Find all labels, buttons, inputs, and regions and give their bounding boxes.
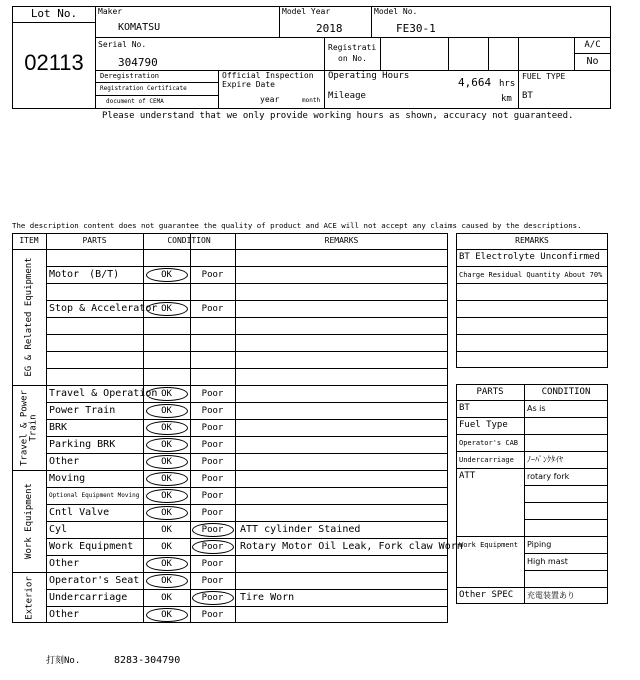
part-name: Operator's Seat xyxy=(49,575,140,586)
part-name: Work Equipment xyxy=(49,541,134,552)
spec-part: Fuel Type xyxy=(459,420,508,430)
spec-header-condition: CONDITION xyxy=(541,387,591,397)
spec-condition: rotary fork xyxy=(527,472,570,481)
header-remarks: REMARKS xyxy=(324,236,359,245)
part-name: Cyl xyxy=(49,524,68,535)
poor-mark: Poor xyxy=(201,423,224,433)
poor-mark: Poor xyxy=(201,491,224,501)
spec-header-parts: PARTS xyxy=(476,387,504,397)
remark-line: Charge Residual Quantity About 70% xyxy=(459,271,603,279)
part-name: Stop & Accelerator xyxy=(49,303,158,314)
header-condition: CONDITION xyxy=(167,236,211,245)
poor-mark: Poor xyxy=(201,559,224,569)
part-name: Undercarriage xyxy=(49,592,128,603)
inspection-label-2: Expire Date xyxy=(222,80,275,89)
ok-mark: OK xyxy=(146,438,188,452)
header-item: ITEM xyxy=(19,236,39,245)
ok-mark: OK xyxy=(146,404,188,418)
spec-condition: High mast xyxy=(527,557,568,566)
part-name: Travel & Operation xyxy=(49,388,158,399)
year-label: year xyxy=(260,95,280,104)
header-parts: PARTS xyxy=(82,236,107,245)
group-label: Exterior xyxy=(23,575,34,620)
spec-part: Other SPEC xyxy=(459,590,514,600)
model-no-value: FE30-1 xyxy=(396,22,436,35)
poor-mark: Poor xyxy=(201,304,224,314)
model-year-label: Model Year xyxy=(282,7,331,16)
registration-label-2: on No. xyxy=(338,54,367,63)
group-label: EG & Related Equipment xyxy=(23,257,34,377)
operating-hours-value: 4,664 xyxy=(458,76,492,89)
inspection-label-1: Official Inspection xyxy=(222,71,314,80)
ok-mark: OK xyxy=(146,387,188,401)
ac-label: A/C xyxy=(584,40,601,50)
inspection-table xyxy=(12,233,463,623)
spec-part: Work Equipment xyxy=(459,541,519,549)
spec-condition: ﾉｰﾊﾟﾝｸﾀｲﾔ xyxy=(527,455,563,464)
fuel-type-value: BT xyxy=(522,91,533,101)
ok-mark: OK xyxy=(161,593,172,603)
group-label: Travel & Power Train xyxy=(19,389,38,466)
stamp-label: 打刻No. xyxy=(46,656,81,666)
remark-text: Rotary Motor Oil Leak, Fork claw Worn xyxy=(240,541,463,552)
part-name: Moving xyxy=(49,473,86,484)
part-name: BRK xyxy=(49,422,68,433)
remark-line: BT Electrolyte Unconfirmed xyxy=(459,252,600,262)
deregistration-label: Deregistration xyxy=(100,72,160,80)
spec-part: Operator's CAB xyxy=(459,439,519,447)
poor-mark: Poor xyxy=(192,540,234,554)
ok-mark: OK xyxy=(146,268,188,282)
maker-value: KOMATSU xyxy=(118,22,161,33)
spec-condition: Piping xyxy=(527,540,552,549)
ac-value: No xyxy=(586,56,599,67)
poor-mark: Poor xyxy=(201,508,224,518)
part-name: Parking BRK xyxy=(49,439,116,450)
operating-hours-label: Operating Hours xyxy=(328,71,410,81)
spec-table xyxy=(456,384,608,623)
month-label: month xyxy=(302,97,321,104)
serial-value: 304790 xyxy=(118,56,158,69)
spec-condition: 充電装置あり xyxy=(527,591,575,600)
spec-part: BT xyxy=(459,403,470,413)
ok-mark: OK xyxy=(146,421,188,435)
part-name: Other xyxy=(49,456,80,467)
ok-mark: OK xyxy=(146,506,188,520)
model-year-value: 2018 xyxy=(316,22,343,35)
group-label: Work Equipment xyxy=(23,483,34,559)
ok-mark: OK xyxy=(161,525,172,535)
poor-mark: Poor xyxy=(201,610,224,620)
ok-mark: OK xyxy=(161,542,172,552)
ok-mark: OK xyxy=(146,574,188,588)
poor-mark: Poor xyxy=(201,389,224,399)
poor-mark: Poor xyxy=(201,270,224,280)
poor-mark: Poor xyxy=(201,406,224,416)
spec-condition: As is xyxy=(527,404,546,413)
remark-text: Tire Worn xyxy=(240,592,295,603)
ok-mark: OK xyxy=(146,489,188,503)
spec-part: Undercarriage xyxy=(459,456,514,464)
ok-mark: OK xyxy=(146,608,188,622)
remarks-box xyxy=(456,233,608,369)
ok-mark: OK xyxy=(146,455,188,469)
part-name: Power Train xyxy=(49,405,116,416)
ok-mark: OK xyxy=(146,472,188,486)
cema-label: document of CEMA xyxy=(106,98,164,105)
disclaimer: The description content does not guarantee the quality of product and ACE will not accept any claims caused by the descriptions. xyxy=(12,221,582,230)
serial-label: Serial No. xyxy=(98,40,147,49)
poor-mark: Poor xyxy=(201,576,224,586)
part-name: Other xyxy=(49,609,80,620)
registration-certificate-label: Registration Certificate xyxy=(100,85,187,92)
lot-number: 02113 xyxy=(24,50,84,75)
registration-label-1: Registrati xyxy=(328,43,377,52)
spec-part: ATT xyxy=(459,471,476,481)
lot-label: Lot No. xyxy=(30,7,78,20)
km-unit: km xyxy=(501,94,512,104)
model-no-label: Model No. xyxy=(374,7,418,16)
maker-label: Maker xyxy=(98,7,123,16)
fuel-type-label: FUEL TYPE xyxy=(522,72,566,81)
ok-mark: OK xyxy=(146,302,188,316)
poor-mark: Poor xyxy=(201,474,224,484)
remarks-header: REMARKS xyxy=(515,236,549,245)
part-name: Other xyxy=(49,558,80,569)
poor-mark: Poor xyxy=(192,523,234,537)
stamp-value: 8283-304790 xyxy=(114,655,181,666)
poor-mark: Poor xyxy=(201,440,224,450)
poor-mark: Poor xyxy=(192,591,234,605)
hours-notice: Please understand that we only provide working hours as shown, accuracy not guaranteed. xyxy=(102,111,574,121)
remark-text: ATT cylinder Stained xyxy=(240,524,361,535)
part-name: Motor (B/T) xyxy=(49,269,120,280)
poor-mark: Poor xyxy=(201,457,224,467)
hrs-unit: hrs xyxy=(499,79,516,89)
mileage-label: Mileage xyxy=(328,91,366,101)
part-name: Cntl Valve xyxy=(49,507,110,518)
part-name: Optional Equipment Moving xyxy=(49,492,140,499)
ok-mark: OK xyxy=(146,557,188,571)
